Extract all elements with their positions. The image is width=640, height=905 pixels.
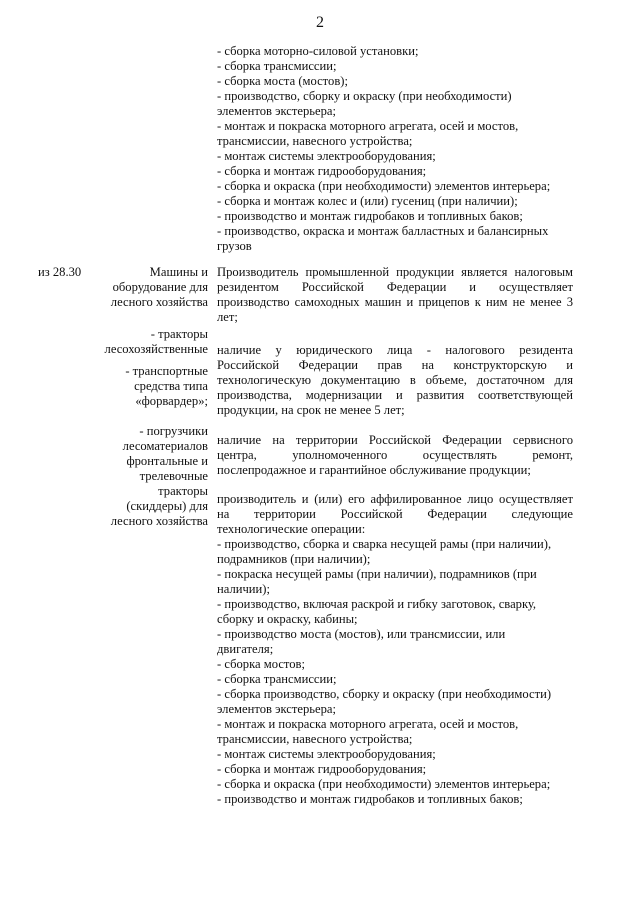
list-item: наличии);: [217, 582, 270, 596]
product-name-line: лесного хозяйства: [110, 295, 208, 309]
list-item: - производство моста (мостов), или трансмиссии, или: [217, 627, 506, 641]
list-item: сборку и окраску, кабины;: [217, 612, 358, 626]
product-item-line: лесохозяйственные: [104, 342, 208, 356]
requirement-line: производства, модернизации и развития соответствующей: [217, 388, 573, 402]
requirement-line: лет;: [217, 310, 238, 324]
list-item: двигателя;: [217, 642, 274, 656]
requirement-line: на территории Российской Федерации следующие: [217, 507, 573, 521]
top-operations-list: [217, 44, 573, 254]
requirement-line: производитель и (или) его аффилированное лицо осуществляет: [217, 492, 573, 506]
requirement-paragraph: [217, 343, 573, 418]
list-item: - монтаж и покраска моторного агрегата, осей и мостов,: [217, 119, 519, 133]
requirement-line: центра, уполномоченного осуществлять ремонт,: [217, 448, 573, 462]
product-item-line: - транспортные: [125, 364, 208, 378]
list-item: - производство, сборка и сварка несущей рамы (при наличии),: [217, 537, 552, 551]
requirement-line: Российской Федерации прав на конструкторскую и: [217, 358, 573, 372]
requirement-line: технологические операции:: [217, 522, 366, 536]
product-item-line: тракторы: [158, 484, 208, 498]
product-item-line: трелевочные: [139, 469, 208, 483]
list-item: элементов экстерьера;: [217, 104, 336, 118]
list-item: - сборка производство, сборку и окраску (при необходимости): [217, 687, 552, 701]
requirement-line: послепродажное и гарантийное обслуживание продукции;: [217, 463, 531, 477]
list-item: - сборка моста (мостов);: [217, 74, 348, 88]
list-item: - сборка трансмиссии;: [217, 59, 337, 73]
list-item: - монтаж системы электрооборудования;: [217, 149, 436, 163]
requirement-paragraph: [217, 265, 573, 325]
list-item: - сборка трансмиссии;: [217, 672, 337, 686]
list-item: - покраска несущей рамы (при наличии), подрамников (при: [217, 567, 537, 581]
requirement-line: резидентом Российской Федерации и осуществляет: [217, 280, 573, 294]
list-item: - сборка и окраска (при необходимости) элементов интерьера;: [217, 777, 551, 791]
product-item-line: средства типа: [134, 379, 208, 393]
list-item: трансмиссии, навесного устройства;: [217, 134, 413, 148]
product-item-line: - погрузчики: [139, 424, 208, 438]
list-item: - сборка и окраска (при необходимости) элементов интерьера;: [217, 179, 551, 193]
list-item: - сборка и монтаж колес и (или) гусениц (при наличии);: [217, 194, 518, 208]
list-item: - сборка мостов;: [217, 657, 306, 671]
product-item-line: лесного хозяйства: [110, 514, 208, 528]
product-item-line: фронтальные и: [126, 454, 208, 468]
requirement-line: продукции, на срок не менее 5 лет;: [217, 403, 405, 417]
product-item-forwarder: [88, 364, 208, 409]
product-name: [88, 265, 208, 310]
list-item: трансмиссии, навесного устройства;: [217, 732, 413, 746]
requirement-line: технологическую документацию в объеме, достаточном для: [217, 373, 573, 387]
product-item-line: - тракторы: [150, 327, 208, 341]
list-item: - монтаж и покраска моторного агрегата, осей и мостов,: [217, 717, 519, 731]
requirement-line: наличие у юридического лица - налогового резидента: [217, 343, 573, 357]
product-item-loaders: [88, 424, 208, 529]
list-item: элементов экстерьера;: [217, 702, 336, 716]
product-code: из 28.30: [38, 265, 82, 279]
list-item: - производство, окраска и монтаж балластных и балансирных: [217, 224, 549, 238]
requirement-line: производство самоходных машин и прицепов к ним не менее 3: [217, 295, 573, 309]
list-item: - производство и монтаж гидробаков и топливных баков;: [217, 209, 523, 223]
product-item-line: лесоматериалов: [122, 439, 208, 453]
list-item: - сборка и монтаж гидрооборудования;: [217, 164, 427, 178]
list-item: подрамников (при наличии);: [217, 552, 371, 566]
product-name-line: оборудование для: [112, 280, 208, 294]
page-number: 2: [316, 14, 324, 31]
requirement-line: Производитель промышленной продукции является налоговым: [217, 265, 573, 279]
list-item: - монтаж системы электрооборудования;: [217, 747, 436, 761]
requirement-paragraph: [217, 433, 573, 478]
requirement-line: наличие на территории Российской Федерации сервисного: [217, 433, 573, 447]
product-item-line: «форвардер»;: [135, 394, 208, 408]
list-item: - производство, включая раскрой и гибку заготовок, сварку,: [217, 597, 537, 611]
list-item: - сборка моторно-силовой установки;: [217, 44, 419, 58]
list-item: грузов: [217, 239, 252, 253]
product-item-line: (скиддеры) для: [126, 499, 208, 513]
list-item: - сборка и монтаж гидрооборудования;: [217, 762, 427, 776]
requirement-paragraph: [217, 492, 573, 807]
product-name-line: Машины и: [149, 265, 208, 279]
list-item: - производство и монтаж гидробаков и топливных баков;: [217, 792, 523, 806]
list-item: - производство, сборку и окраску (при необходимости): [217, 89, 512, 103]
product-item-tractors: [88, 327, 208, 357]
